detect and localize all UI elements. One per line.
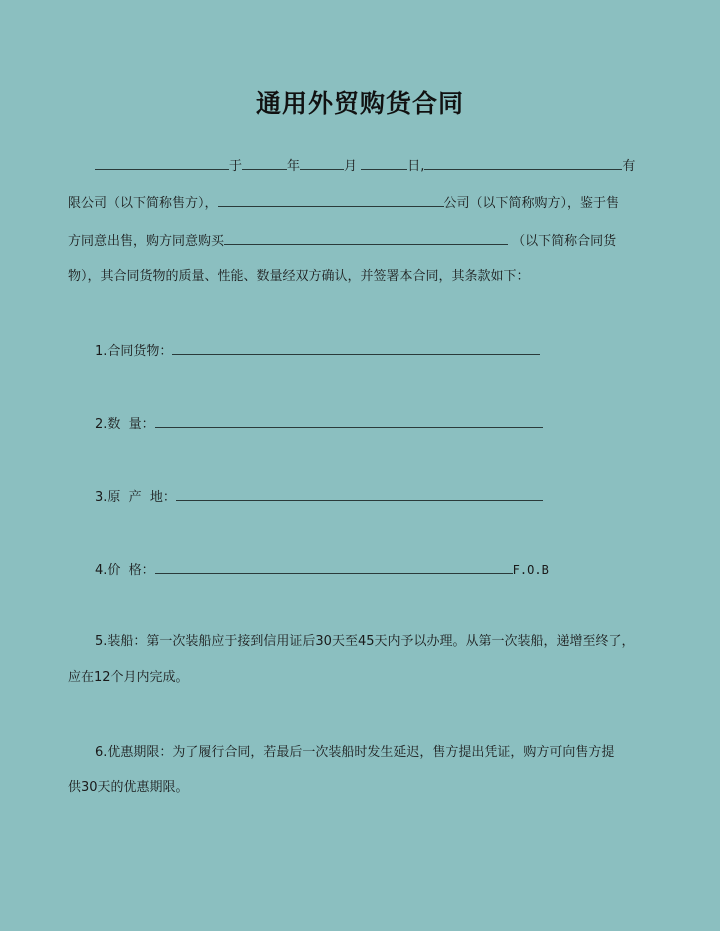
goods-blank[interactable]: [224, 230, 508, 245]
clause-quantity: [95, 413, 543, 435]
month-blank[interactable]: [300, 155, 344, 170]
clause-quantity-blank[interactable]: [155, 413, 543, 428]
intro-line-2: [68, 192, 619, 214]
buyer-company-blank[interactable]: [218, 192, 444, 207]
clause-price-label: 4.价 格：: [95, 563, 155, 578]
yu-label: 于: [229, 159, 243, 174]
day-blank[interactable]: [361, 155, 407, 170]
intro-line-4: 物），其合同货物的质量、性能、数量经双方确认，并签署本合同，其条款如下：: [68, 269, 530, 284]
clause-goods: [95, 340, 540, 362]
clause-grace-period-line-2: 供30天的优惠期限。: [68, 780, 189, 795]
clause-origin-blank[interactable]: [176, 486, 543, 501]
clause-origin: [95, 486, 543, 508]
seller-name-blank[interactable]: [95, 155, 229, 170]
month-label: 月: [344, 159, 358, 174]
clause-goods-blank[interactable]: [172, 340, 540, 355]
year-blank[interactable]: [242, 155, 287, 170]
clause-grace-period-line-1: 6.优惠期限：为了履行合同，若最后一次装船时发生延迟，售方提出凭证，购方可向售方提: [95, 745, 615, 760]
page-title: 通用外贸购货合同: [255, 89, 464, 118]
intro-line-3: [68, 230, 616, 252]
clause-price-blank[interactable]: [155, 559, 513, 574]
intro-line-1: [95, 155, 635, 177]
goods-abbrev-text: （以下简称合同货: [512, 234, 617, 249]
clause-shipment-line-1: 5.装船：第一次装船应于接到信用证后30天至45天内予以办理。从第一次装船，递增至终了，: [95, 634, 635, 649]
clause-origin-label: 3.原 产 地：: [95, 490, 176, 505]
fob-term: F.O.B: [512, 563, 549, 577]
seller-company-blank[interactable]: [424, 155, 622, 170]
day-label: 日,: [407, 159, 425, 174]
you-label: 有: [622, 159, 636, 174]
clause-shipment-line-2: 应在12个月内完成。: [68, 670, 189, 685]
agreement-text: 方同意出售，购方同意购买: [68, 234, 225, 249]
clause-goods-label: 1.合同货物：: [95, 344, 173, 359]
clause-quantity-label: 2.数 量：: [95, 417, 155, 432]
year-label: 年: [287, 159, 301, 174]
clause-price: [95, 559, 549, 581]
seller-abbrev-text: 限公司（以下简称售方），: [68, 196, 218, 211]
buyer-abbrev-text: 公司（以下简称购方），鉴于售: [443, 196, 620, 211]
